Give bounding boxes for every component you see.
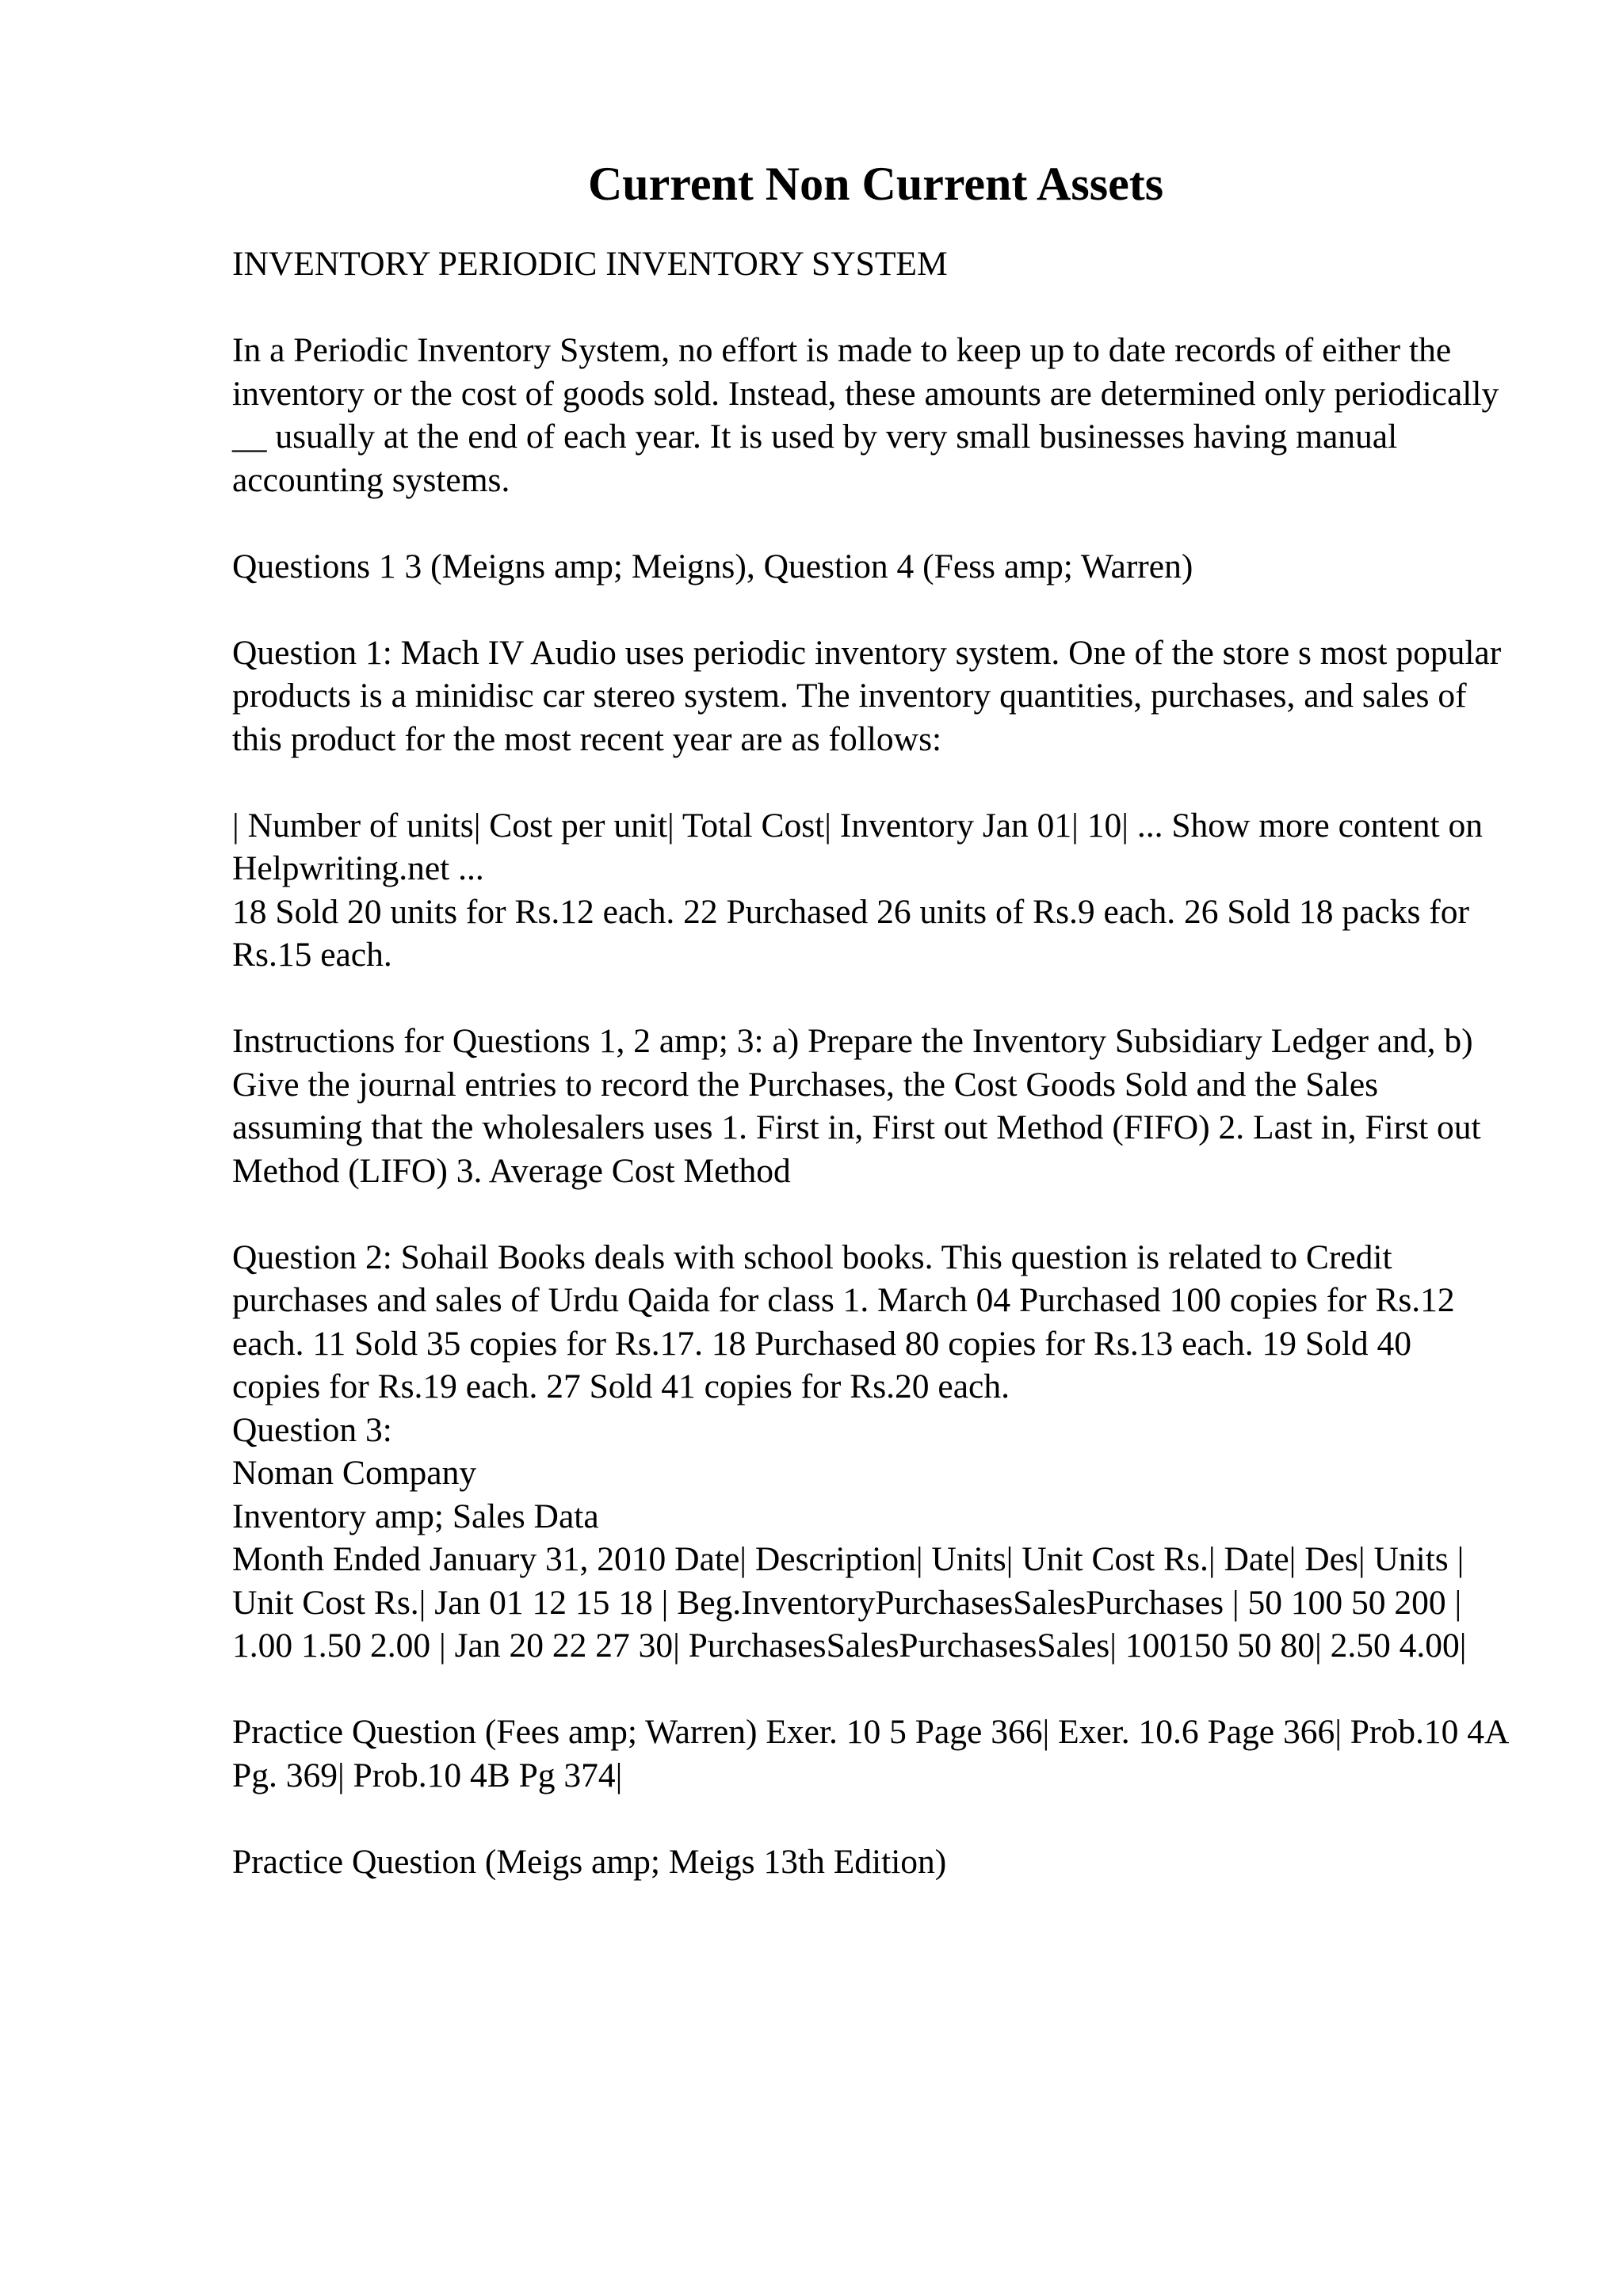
paragraph-question-3-table: Month Ended January 31, 2010 Date| Description| Units| Unit Cost Rs.| Date| Des| Units | Unit Cost Rs.| Jan 01 12 15 18 | Beg.InventoryPurchasesSalesPurchases | 50 100 50 200 | 1.00 1.50 2.00 | Jan 20 22 27 30| PurchasesSalesPurchasesSales| 100150 50 80| 2.50 4.00|	[232, 1540, 1467, 1665]
paragraph-practice-fess-warren: Practice Question (Fees amp; Warren) Exer. 10 5 Page 366| Exer. 10.6 Page 366| Prob.10 4A Pg. 369| Prob.10 4B Pg 374|	[232, 1713, 1507, 1794]
paragraph-table-header: | Number of units| Cost per unit| Total Cost| Inventory Jan 01| 10| ... Show more content on Helpwriting.net ...	[232, 806, 1484, 887]
paragraph-periodic-system: In a Periodic Inventory System, no effort is made to keep up to date records of either the inventory or the cost of goods sold. Instead, these amounts are determined only periodically __ usually at the end of each year. It is used by very small businesses having manual accounting systems.	[232, 331, 1499, 499]
paragraph-question-3-label: Question 3:	[232, 1410, 392, 1449]
section-heading: INVENTORY PERIODIC INVENTORY SYSTEM	[232, 245, 948, 283]
paragraph-questions-sources: Questions 1 3 (Meigns amp; Meigns), Question 4 (Fess amp; Warren)	[232, 547, 1193, 585]
paragraph-company-name: Noman Company	[232, 1454, 477, 1492]
paragraph-question-2: Question 2: Sohail Books deals with school books. This question is related to Credit purchases and sales of Urdu Qaida for class 1. March 04 Purchased 100 copies for Rs.12 each. 11 Sold 35 copies for Rs.17. 18 Purchased 80 copies for Rs.13 each. 19 Sold 40 copies for Rs.19 each. 27 Sold 41 copies for Rs.20 each.	[232, 1238, 1455, 1405]
paragraph-question-1: Question 1: Mach IV Audio uses periodic inventory system. One of the store s most popular products is a minidisc car stereo system. The inventory quantities, purchases, and sales of this product for the most recent year are as follows:	[232, 633, 1502, 758]
document-body	[232, 242, 1508, 1883]
paragraph-practice-meigs: Practice Question (Meigs amp; Meigs 13th Edition)	[232, 1842, 947, 1881]
paragraph-instructions: Instructions for Questions 1, 2 amp; 3: a) Prepare the Inventory Subsidiary Ledger and, b) Give the journal entries to record the Purchases, the Cost Goods Sold and the Sales assuming that the wholesalers uses 1. First in, First out Method (FIFO) 2. Last in, First out Method (LIFO) 3. Average Cost Method	[232, 1022, 1481, 1190]
paragraph-question-1-transactions: 18 Sold 20 units for Rs.12 each. 22 Purchased 26 units of Rs.9 each. 26 Sold 18 packs for Rs.15 each.	[232, 892, 1469, 974]
paragraph-data-label: Inventory amp; Sales Data	[232, 1497, 599, 1535]
document-title: Current Non Current Assets	[587, 158, 1164, 210]
